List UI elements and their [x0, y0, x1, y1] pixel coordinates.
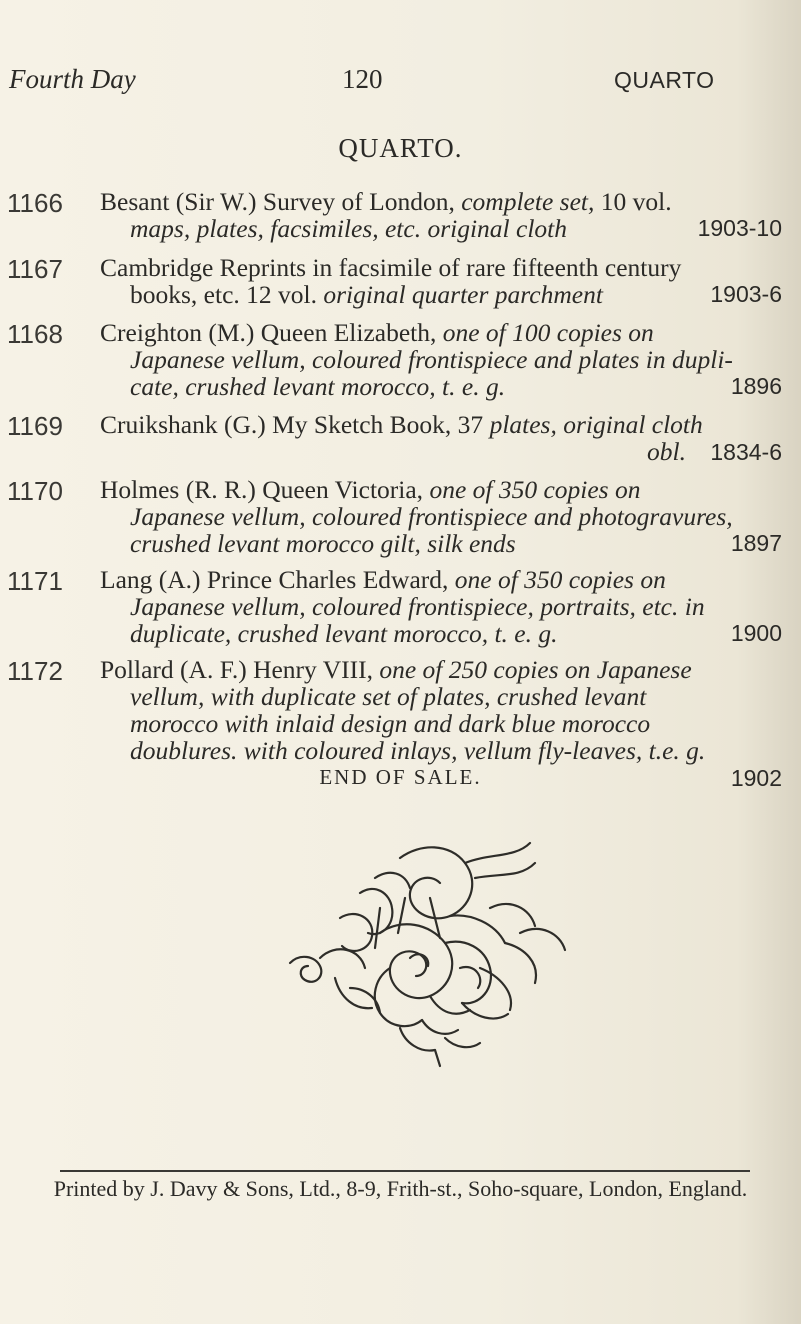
lot-number: 1167	[7, 254, 63, 284]
lot-title: Cruikshank (G.) My Sketch Book, 37	[100, 410, 484, 439]
lot-binding: cate, crushed levant morocco, t. e. g.	[130, 372, 506, 401]
lot-note: one of 350 copies on	[429, 475, 641, 504]
lot-note: complete set,	[461, 187, 595, 216]
lot-binding: doublures. with coloured inlays, vellum fly-leaves, t.e. g.	[130, 736, 706, 765]
lot-number: 1170	[7, 476, 63, 506]
lot-note: one of 350 copies on	[454, 565, 666, 594]
lot-note: one of 100 copies on	[442, 318, 654, 347]
lot-details: morocco with inlaid design and dark blue morocco	[130, 709, 651, 738]
lot-binding: maps, plates, facsimiles, etc. original cloth	[130, 214, 567, 243]
divider-rule	[60, 1170, 750, 1172]
lot-title: Pollard (A. F.) Henry VIII,	[100, 655, 373, 684]
lot-details: Japanese vellum, coloured frontispiece and plates in dupli-	[130, 345, 733, 374]
lot-number: 1169	[7, 411, 63, 441]
ornament-vignette	[280, 838, 580, 1068]
lot-date: 1902	[730, 765, 782, 791]
lot-description	[100, 254, 790, 308]
lot-date: 1834-6	[710, 439, 782, 465]
lot-binding: duplicate, crushed levant morocco, t. e. g.	[130, 619, 558, 648]
lot-details: Japanese vellum, coloured frontispiece, portraits, etc. in	[130, 592, 705, 621]
lot-title: Creighton (M.) Queen Elizabeth,	[100, 318, 437, 347]
running-head-left: Fourth Day	[9, 64, 136, 94]
lot-number: 1171	[7, 566, 63, 596]
section-title: QUARTO.	[338, 133, 463, 163]
lot-number: 1172	[7, 656, 63, 686]
end-of-sale: END OF SALE.	[319, 765, 482, 789]
lot-title: Besant (Sir W.) Survey of London,	[100, 187, 455, 216]
lot-title: Lang (A.) Prince Charles Edward,	[100, 565, 449, 594]
lot-volumes: 10 vol.	[600, 187, 672, 216]
lot-description	[100, 566, 790, 647]
lot-note: plates, original cloth	[489, 410, 703, 439]
running-head	[0, 64, 801, 104]
lot-date: 1897	[730, 530, 782, 556]
lot-description	[100, 319, 790, 400]
lot-binding: crushed levant morocco gilt, silk ends	[130, 529, 516, 558]
printer-imprint: Printed by J. Davy & Sons, Ltd., 8-9, Frith-st., Soho-square, London, England.	[53, 1176, 748, 1201]
lot-binding: original quarter parchment	[323, 280, 603, 309]
page-number: 120	[342, 64, 383, 94]
running-head-right: QUARTO	[614, 67, 715, 93]
lot-details: vellum, with duplicate set of plates, crushed levant	[130, 682, 647, 711]
lot-format: obl.	[647, 437, 686, 466]
lot-title: Cambridge Reprints in facsimile of rare fifteenth century	[100, 253, 682, 282]
lot-date: 1896	[730, 373, 782, 399]
lot-number: 1166	[7, 188, 63, 218]
lot-date: 1900	[730, 620, 782, 646]
lot-description	[100, 476, 790, 557]
lot-description	[100, 411, 790, 466]
lot-date: 1903-6	[710, 281, 782, 307]
lot-date: 1903-10	[697, 215, 782, 241]
lot-volumes: books, etc. 12 vol.	[130, 280, 317, 309]
lot-description	[100, 188, 790, 242]
lot-details: Japanese vellum, coloured frontispiece and photogravures,	[130, 502, 733, 531]
lot-note: one of 250 copies on Japanese	[379, 655, 692, 684]
lot-number: 1168	[7, 319, 63, 349]
lot-title: Holmes (R. R.) Queen Victoria,	[100, 475, 424, 504]
